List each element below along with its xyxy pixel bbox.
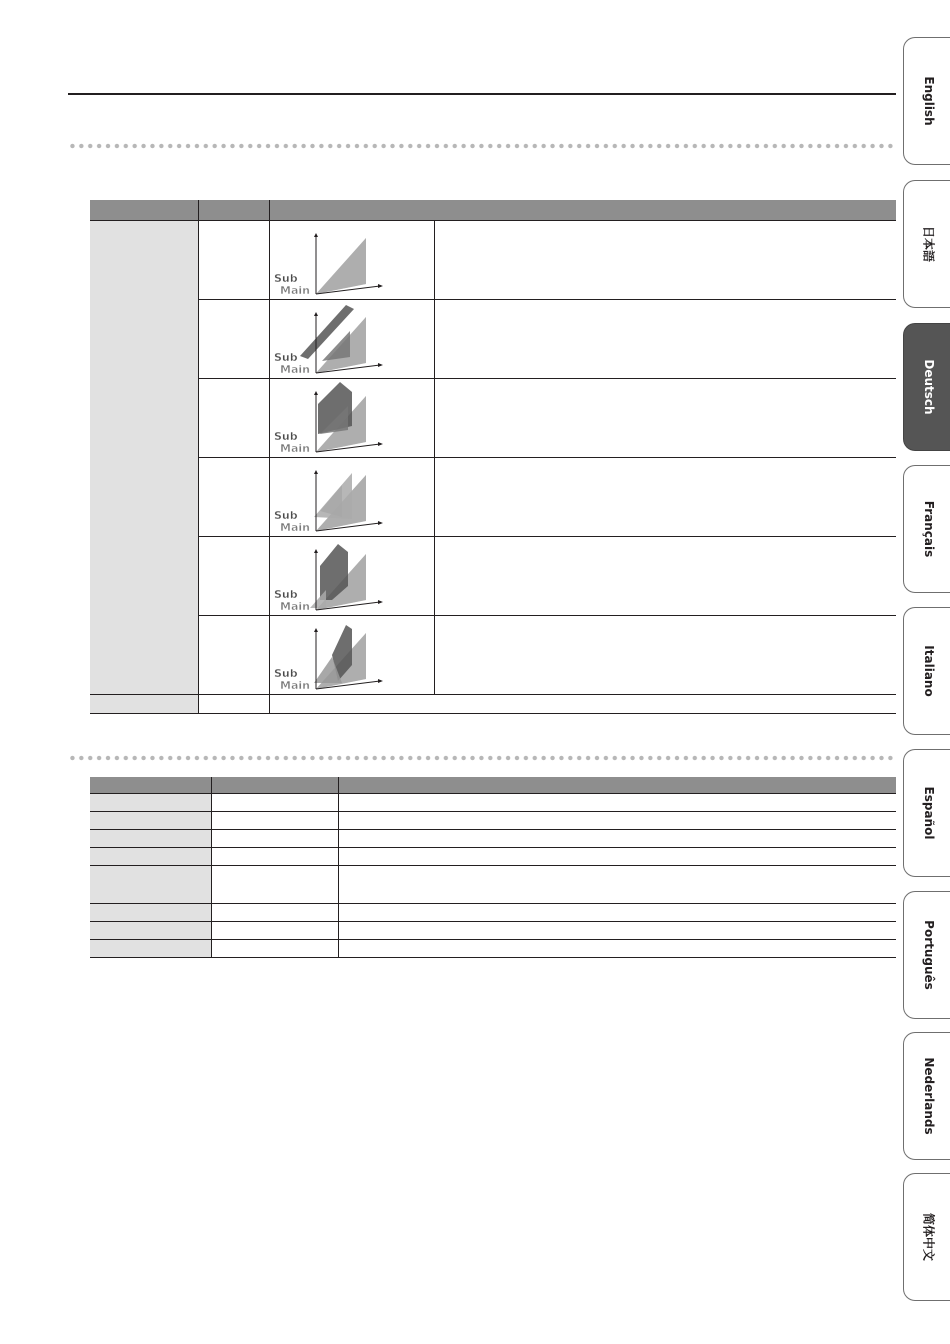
param-name-cell	[90, 794, 211, 812]
curve-figure-cell	[269, 300, 434, 379]
description-cell	[338, 940, 896, 958]
table-row	[90, 812, 896, 830]
y-axis-arrow	[314, 628, 318, 632]
description-cell	[434, 221, 896, 300]
tab-label: Português	[921, 920, 936, 990]
tab-italiano[interactable]	[903, 607, 950, 735]
table-row	[90, 866, 896, 904]
figure-group	[274, 544, 383, 613]
y-axis-arrow	[314, 233, 318, 237]
y-axis-arrow	[314, 391, 318, 395]
section-divider-dots	[68, 755, 896, 761]
header-cell	[211, 777, 338, 794]
description-cell	[338, 866, 896, 904]
description-cell	[434, 379, 896, 458]
x-axis-arrow	[378, 600, 383, 604]
param-name-cell	[90, 904, 211, 922]
main-label: Main	[279, 363, 310, 376]
header-cell	[90, 777, 211, 794]
table-row	[90, 221, 896, 300]
tab-label: Español	[921, 786, 936, 840]
main-label: Main	[279, 442, 310, 455]
top-rule	[68, 93, 896, 95]
curve-figure-cell	[269, 458, 434, 537]
figure-group	[274, 625, 383, 692]
x-axis-arrow	[378, 284, 383, 288]
header-cell	[269, 200, 896, 221]
curve-figure-cell	[269, 537, 434, 616]
tab-label: Italiano	[921, 645, 936, 697]
description-cell	[434, 537, 896, 616]
layer-curve-figure	[270, 301, 434, 377]
header-cell	[198, 200, 269, 221]
sub-label: Sub	[273, 667, 298, 680]
description-cell	[338, 794, 896, 812]
table-row	[90, 904, 896, 922]
table-header-row	[90, 777, 896, 794]
layer-curve-figure	[270, 538, 434, 614]
tab-label: English	[921, 76, 936, 126]
layer-curve-figure	[270, 459, 434, 535]
x-axis-arrow	[378, 442, 383, 446]
sub-label: Sub	[273, 430, 298, 443]
description-cell	[338, 848, 896, 866]
value-cell	[211, 940, 338, 958]
tab-portugues[interactable]	[903, 891, 950, 1019]
section-divider-dots	[68, 143, 896, 149]
main-label: Main	[279, 600, 310, 613]
main-label: Main	[279, 284, 310, 297]
value-cell	[211, 830, 338, 848]
tab-japanese[interactable]	[903, 180, 950, 308]
table-row	[90, 616, 896, 695]
curve-figure-cell	[269, 616, 434, 695]
header-cell	[90, 200, 198, 221]
x-axis-arrow	[378, 363, 383, 367]
tab-english[interactable]	[903, 37, 950, 165]
value-cell	[198, 695, 269, 714]
description-cell	[338, 922, 896, 940]
tab-label: Français	[921, 500, 936, 558]
description-cell	[338, 812, 896, 830]
tab-chinese[interactable]	[903, 1173, 950, 1301]
value-cell	[211, 812, 338, 830]
description-cell	[338, 830, 896, 848]
description-cell	[269, 695, 896, 714]
description-cell	[338, 904, 896, 922]
curve-figure-cell	[269, 221, 434, 300]
tab-label: 简体中文	[921, 1212, 935, 1262]
table-row	[90, 940, 896, 958]
value-cell	[198, 616, 269, 695]
figure-group	[274, 470, 383, 534]
table-row	[90, 458, 896, 537]
param-name-cell	[90, 830, 211, 848]
table-row	[90, 922, 896, 940]
table-row	[90, 830, 896, 848]
value-cell	[211, 794, 338, 812]
curve-figure-cell	[269, 379, 434, 458]
main-layer-shade	[316, 238, 366, 294]
value-cell	[211, 922, 338, 940]
param-name-cell	[90, 812, 211, 830]
param-name-cell	[90, 940, 211, 958]
shaded-param-cell	[90, 695, 198, 714]
sub-label: Sub	[273, 509, 298, 522]
param-name-cell	[90, 922, 211, 940]
description-cell	[434, 616, 896, 695]
y-axis-arrow	[314, 312, 318, 316]
table-row	[90, 379, 896, 458]
y-axis-arrow	[314, 549, 318, 553]
parameter-table	[90, 777, 896, 958]
sub-layer-shape	[310, 590, 326, 608]
value-cell	[211, 848, 338, 866]
sub-label: Sub	[273, 351, 298, 364]
description-cell	[434, 300, 896, 379]
tab-deutsch[interactable]	[903, 323, 950, 451]
param-name-cell	[90, 848, 211, 866]
value-cell	[198, 221, 269, 300]
table-row	[90, 537, 896, 616]
param-name-cell	[90, 866, 211, 904]
y-axis-arrow	[314, 470, 318, 474]
table-row	[90, 848, 896, 866]
tab-francais[interactable]	[903, 465, 950, 593]
tab-nederlands[interactable]	[903, 1032, 950, 1160]
tab-label: Nederlands	[921, 1057, 936, 1135]
figure-group	[274, 305, 383, 376]
table-row	[90, 300, 896, 379]
x-axis-arrow	[378, 521, 383, 525]
table-row	[90, 695, 896, 714]
shaded-param-cell	[90, 221, 198, 695]
value-cell	[198, 458, 269, 537]
sub-label: Sub	[273, 588, 298, 601]
layer-curve-figure	[270, 222, 434, 298]
header-cell	[338, 777, 896, 794]
layer-curve-figure	[270, 617, 434, 693]
tab-label: 日本語	[921, 225, 935, 263]
x-axis-arrow	[378, 679, 383, 683]
tab-label: Deutsch	[921, 359, 936, 415]
value-cell	[198, 300, 269, 379]
value-cell	[198, 379, 269, 458]
value-cell	[211, 866, 338, 904]
table-header-row	[90, 200, 896, 221]
main-label: Main	[279, 679, 310, 692]
layer-curve-table	[90, 200, 896, 714]
main-label: Main	[279, 521, 310, 534]
figure-group	[274, 382, 383, 455]
table-row	[90, 794, 896, 812]
figure-group	[274, 233, 383, 297]
value-cell	[198, 537, 269, 616]
tab-espanol[interactable]	[903, 749, 950, 877]
value-cell	[211, 904, 338, 922]
sub-layer-shape	[314, 473, 352, 519]
description-cell	[434, 458, 896, 537]
sub-label: Sub	[273, 272, 298, 285]
layer-curve-figure	[270, 380, 434, 456]
